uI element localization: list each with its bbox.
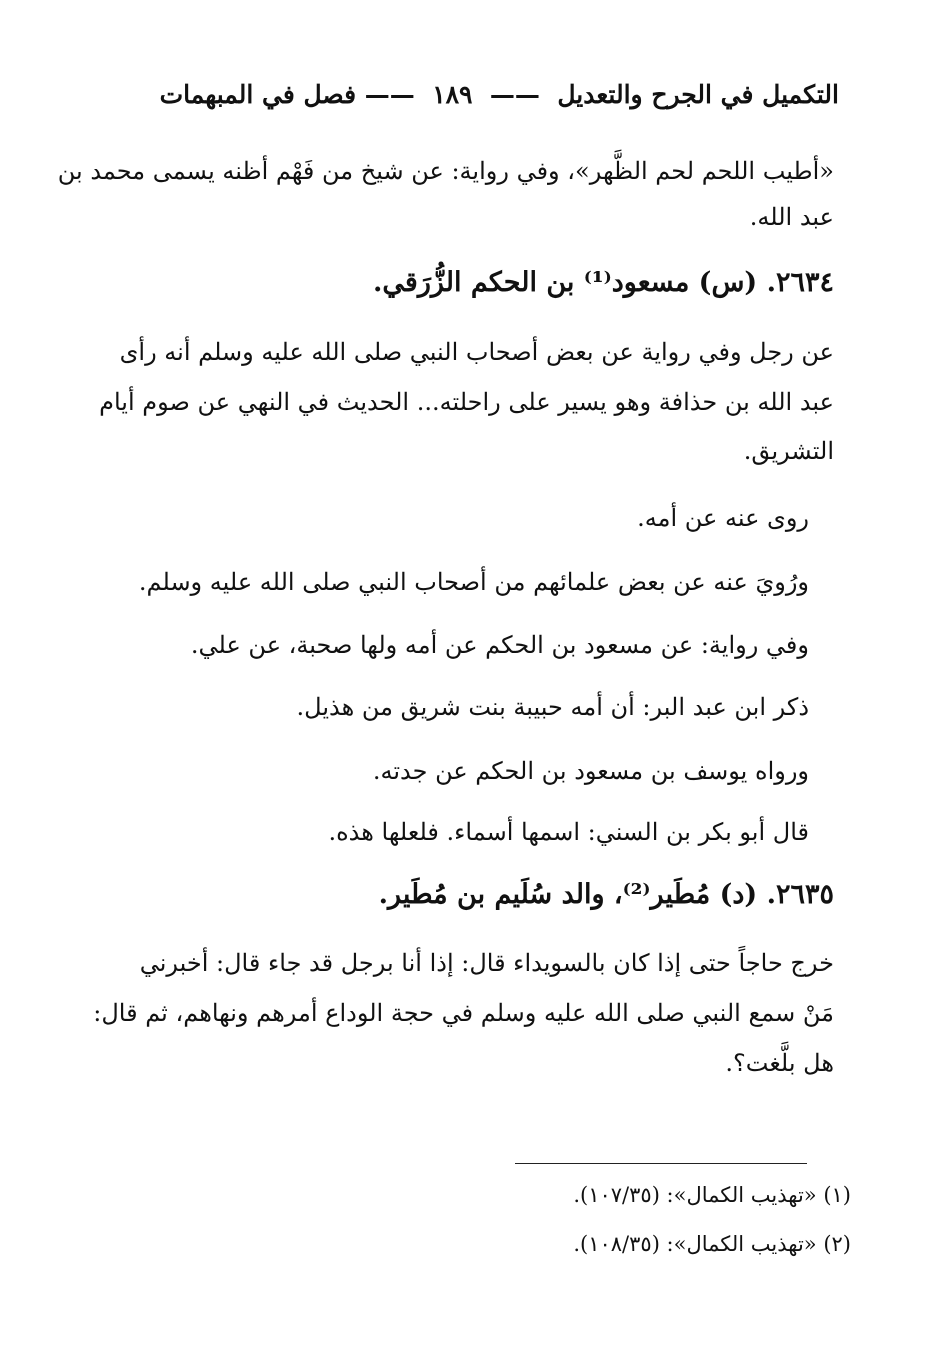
header-page-number: ١٨٩ <box>432 80 473 109</box>
header-section-title: فصل في المبهمات <box>159 80 357 109</box>
entry-2634-text-line-2: عبد الله بن حذافة وهو يسير على راحلته... الحديث في النهي عن صوم أيام <box>99 388 834 416</box>
header-dash-left: —— <box>364 80 424 109</box>
footnote-separator <box>515 1163 807 1164</box>
entry-2635-text-line-1: خرج حاجاً حتى إذا كان بالسويداء قال: إذا أنا برجل قد جاء قال: أخبرني <box>139 949 834 977</box>
entry-2634-paragraph-4: ذكر ابن عبد البر: أن أمه حبيبة بنت شريق من هذيل. <box>296 693 809 721</box>
entry-2635-heading: ٢٦٣٥. (د) مُطَير⁽²⁾، والد سُلَيم بن مُطَير. <box>378 879 834 910</box>
intro-line-1: «أطيب اللحم لحم الظَّهر»، وفي رواية: عن شيخ من فَهْم أظنه يسمى محمد بن <box>57 157 834 185</box>
entry-2634-paragraph-1: روى عنه عن أمه. <box>637 504 809 532</box>
entry-2634-paragraph-6: قال أبو بكر بن السني: اسمها أسماء. فلعلها هذه. <box>328 818 809 846</box>
header-dash-right: —— <box>481 80 549 109</box>
entry-2634-paragraph-5: ورواه يوسف بن مسعود بن الحكم عن جدته. <box>372 757 809 785</box>
entry-2634-text-line-3: التشريق. <box>743 437 834 465</box>
entry-2634-text-line-1: عن رجل وفي رواية عن بعض أصحاب النبي صلى الله عليه وسلم أنه رأى <box>119 338 834 366</box>
footnote-1: (١) «تهذيب الكمال»: (١٠٧/٣٥). <box>573 1183 851 1207</box>
footnote-2: (٢) «تهذيب الكمال»: (١٠٨/٣٥). <box>573 1232 851 1256</box>
entry-2634-paragraph-2: ورُويَ عنه عن بعض علمائهم من أصحاب النبي صلى الله عليه وسلم. <box>138 568 809 596</box>
entry-2634-heading: ٢٦٣٤. (س) مسعود⁽¹⁾ بن الحكم الزُّرَقي. <box>373 267 834 298</box>
entry-2634-paragraph-3: وفي رواية: عن مسعود بن الحكم عن أمه ولها صحبة، عن علي. <box>190 631 809 659</box>
entry-2635-text-line-2: مَنْ سمع النبي صلى الله عليه وسلم في حجة الوداع أمرهم ونهاهم، ثم قال: <box>93 999 834 1027</box>
intro-line-2: عبد الله. <box>749 203 834 231</box>
header-book-title: التكميل في الجرح والتعديل <box>557 80 839 109</box>
entry-2635-text-line-3: هل بلَّغت؟. <box>725 1049 834 1077</box>
running-header <box>119 80 839 109</box>
